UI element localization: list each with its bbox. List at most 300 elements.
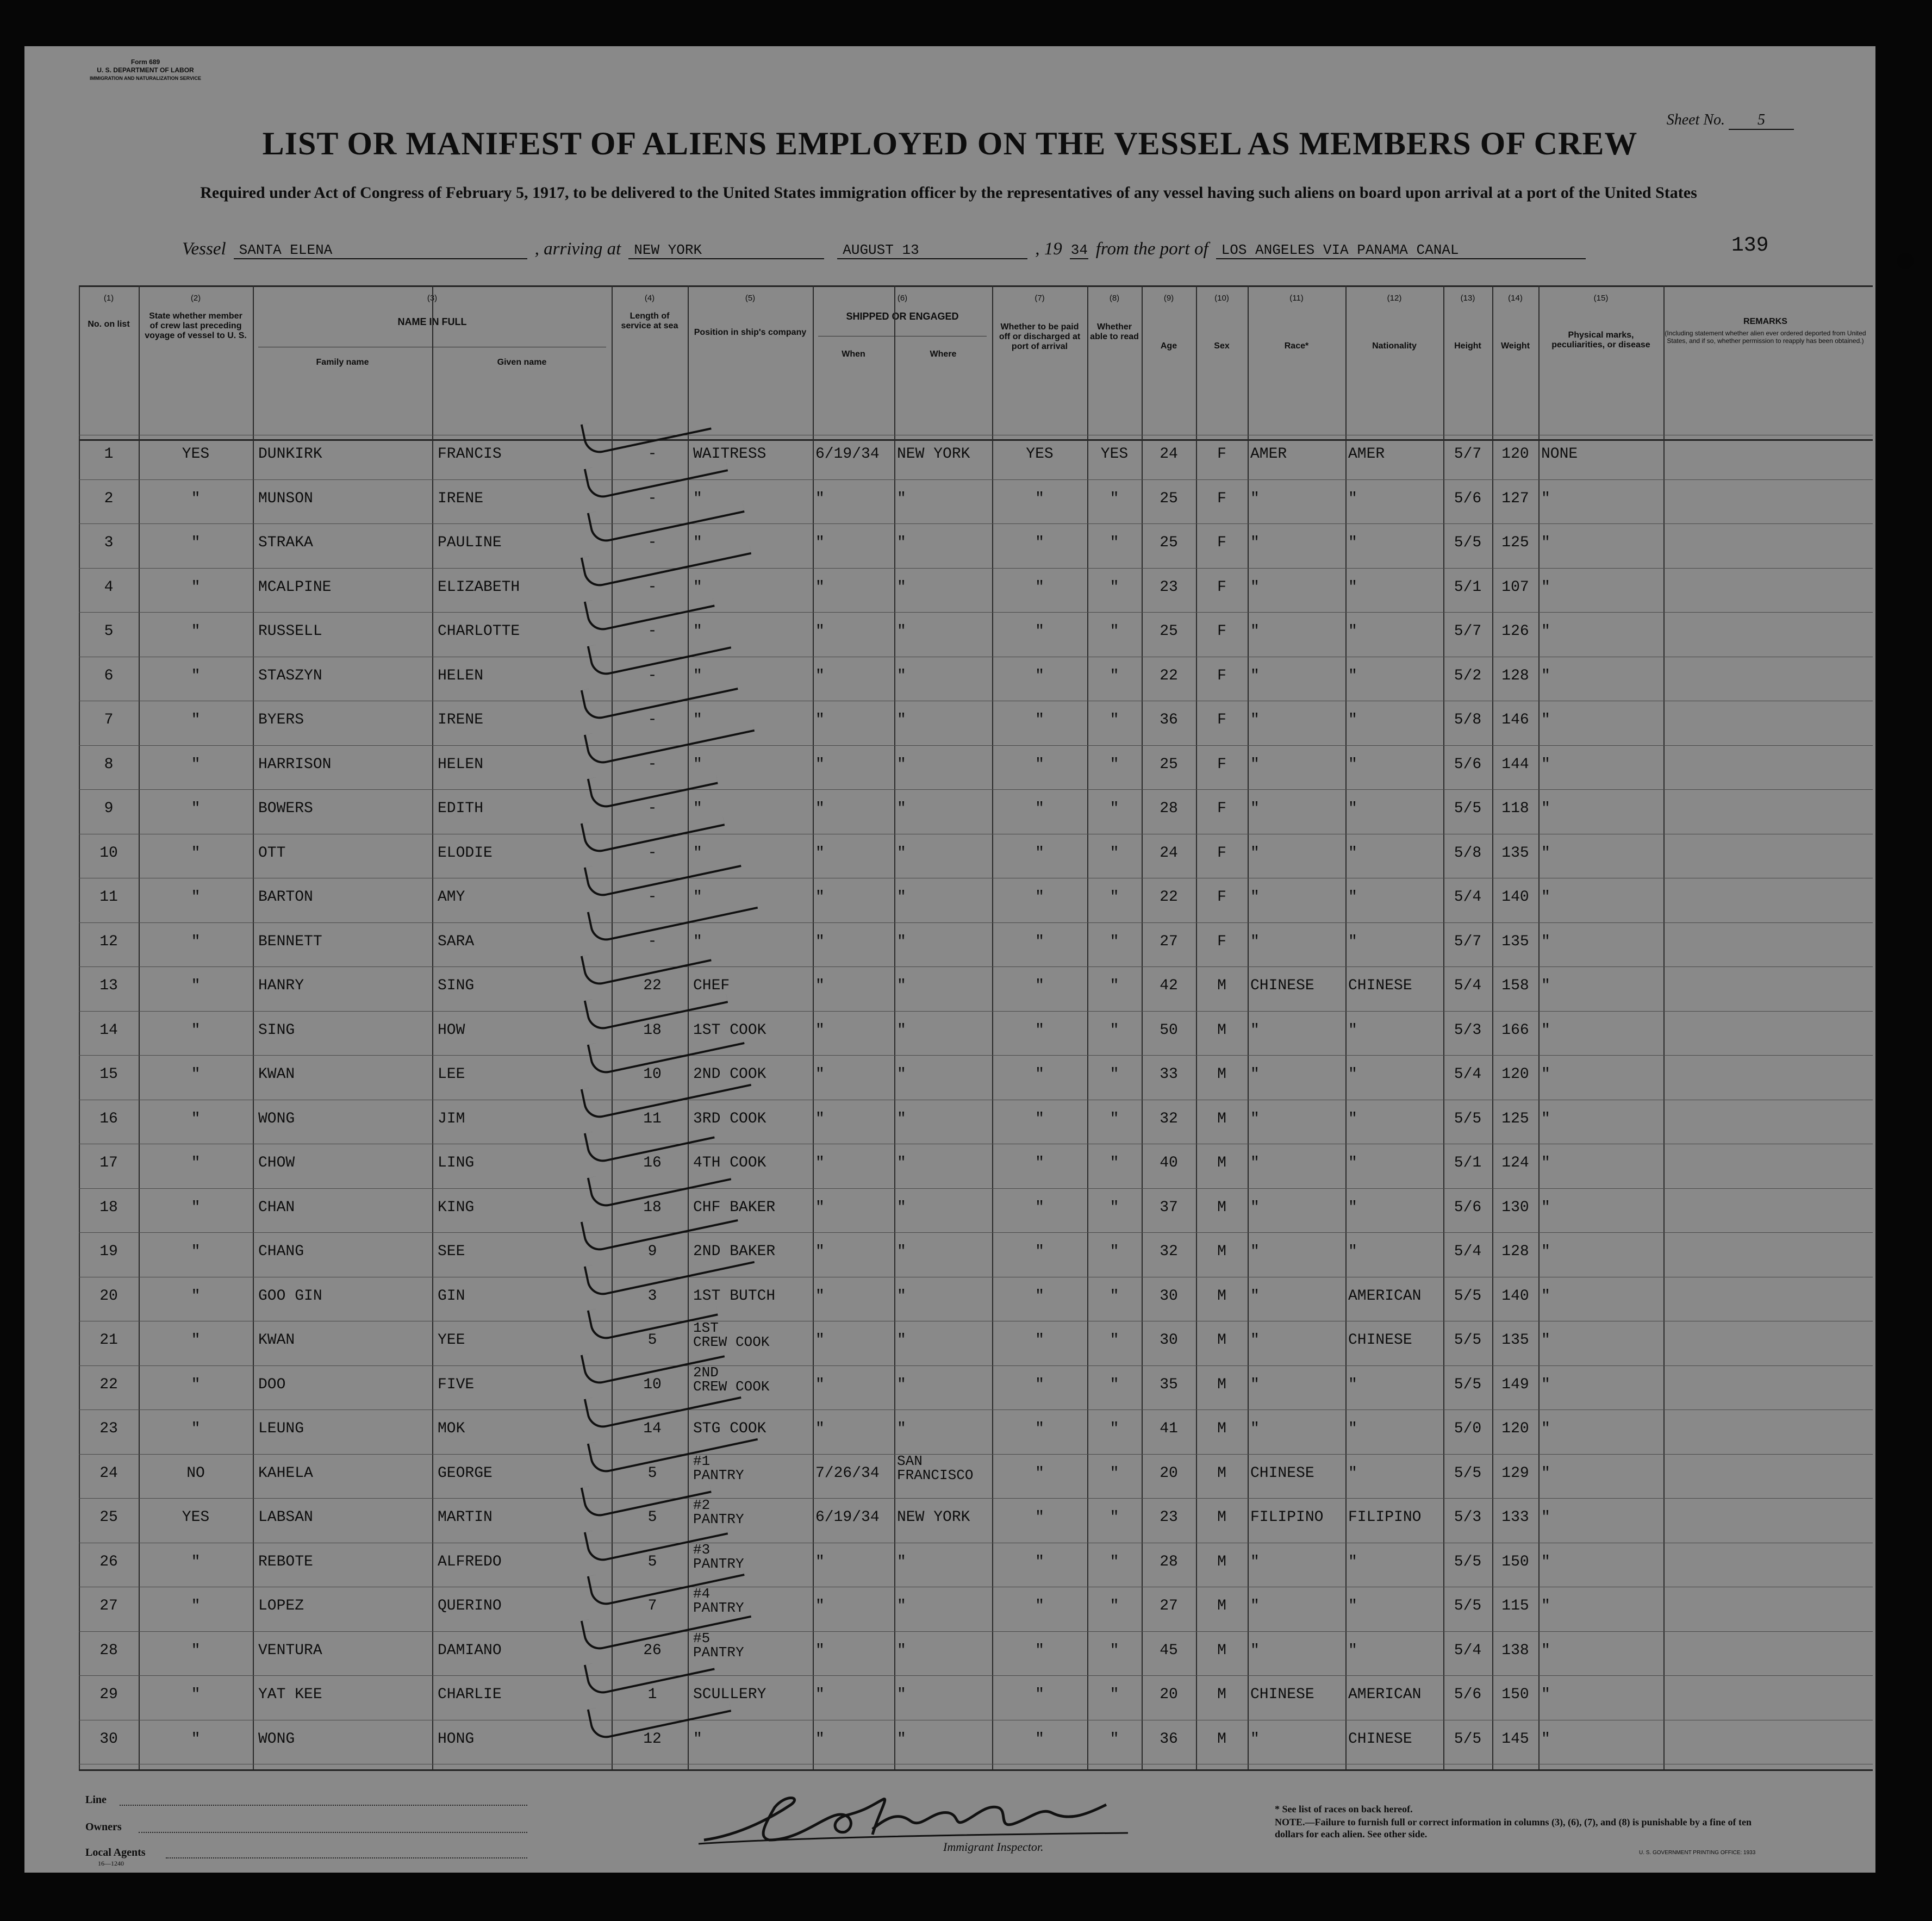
cell-where: " bbox=[897, 933, 906, 950]
cell-age: 25 bbox=[1160, 756, 1178, 773]
cell-prev: " bbox=[191, 1332, 201, 1349]
cell-paid: " bbox=[1035, 1287, 1044, 1305]
cell-position: #3 PANTRY bbox=[693, 1541, 744, 1572]
cell-weight: 140 bbox=[1501, 1287, 1529, 1305]
cell-no: 1 bbox=[104, 446, 114, 463]
column-rule bbox=[813, 285, 814, 1769]
cell-race: CHINESE bbox=[1250, 1686, 1314, 1703]
cell-paid: " bbox=[1035, 1509, 1044, 1526]
cell-height: 5/5 bbox=[1454, 1110, 1482, 1127]
cell-race: CHINESE bbox=[1250, 977, 1314, 994]
cell-given: SARA bbox=[438, 933, 475, 950]
cell-family: MUNSON bbox=[258, 490, 313, 507]
cell-sex: F bbox=[1217, 534, 1226, 551]
cell-sex: F bbox=[1217, 623, 1226, 640]
cell-length: 26 bbox=[643, 1642, 662, 1659]
cell-read: " bbox=[1110, 1287, 1119, 1305]
cell-height: 5/3 bbox=[1454, 1509, 1482, 1526]
cell-physical: " bbox=[1541, 756, 1550, 773]
cell-when: " bbox=[815, 1243, 825, 1260]
cell-no: 5 bbox=[104, 623, 114, 640]
cell-family: BENNETT bbox=[258, 933, 322, 950]
cell-weight: 149 bbox=[1501, 1376, 1529, 1393]
cell-weight: 144 bbox=[1501, 756, 1529, 773]
cell-length: 9 bbox=[647, 1243, 657, 1260]
cell-age: 20 bbox=[1160, 1464, 1178, 1482]
cell-race: CHINESE bbox=[1250, 1464, 1314, 1482]
cell-age: 25 bbox=[1160, 534, 1178, 551]
cell-length: - bbox=[647, 844, 657, 862]
header-nationality: Nationality bbox=[1372, 341, 1417, 351]
vessel-name: SANTA ELENA bbox=[234, 242, 527, 259]
cell-read: " bbox=[1110, 712, 1119, 728]
cell-prev: " bbox=[191, 490, 201, 507]
cell-no: 14 bbox=[99, 1021, 118, 1039]
cell-paid: " bbox=[1035, 1420, 1044, 1437]
header-physical-marks: Physical marks, peculiarities, or disease bbox=[1551, 330, 1650, 350]
cell-race: " bbox=[1250, 578, 1260, 596]
cell-when: " bbox=[815, 1376, 825, 1393]
cell-read: " bbox=[1110, 1420, 1119, 1437]
cell-paid: " bbox=[1035, 889, 1044, 906]
cell-height: 5/6 bbox=[1454, 490, 1482, 507]
header-length-service: Length of service at sea bbox=[621, 311, 678, 330]
cell-paid: " bbox=[1035, 623, 1044, 640]
cell-physical: " bbox=[1541, 1598, 1550, 1614]
cell-given: IRENE bbox=[438, 712, 484, 728]
cell-sex: M bbox=[1217, 977, 1226, 994]
cell-family: CHANG bbox=[258, 1243, 304, 1260]
cell-age: 22 bbox=[1160, 667, 1178, 684]
cell-weight: 124 bbox=[1501, 1155, 1529, 1171]
cell-height: 5/1 bbox=[1454, 1155, 1482, 1171]
cell-when: " bbox=[815, 800, 825, 817]
cell-position: #2 PANTRY bbox=[693, 1497, 744, 1527]
cell-given: JIM bbox=[438, 1110, 465, 1127]
cell-no: 9 bbox=[104, 800, 114, 817]
cell-given: DAMIANO bbox=[438, 1642, 502, 1659]
cell-read: " bbox=[1110, 1021, 1119, 1039]
cell-physical: " bbox=[1541, 490, 1550, 507]
cell-nationality: " bbox=[1348, 844, 1357, 862]
cell-where: " bbox=[897, 1021, 906, 1039]
cell-nationality: AMERICAN bbox=[1348, 1287, 1422, 1305]
cell-read: " bbox=[1110, 1110, 1119, 1127]
row-rule bbox=[79, 966, 1873, 967]
cell-prev: " bbox=[191, 1021, 201, 1039]
cell-sex: M bbox=[1217, 1021, 1226, 1039]
cell-race: " bbox=[1250, 889, 1260, 906]
cell-length: 3 bbox=[647, 1287, 657, 1305]
col-number-7: (7) bbox=[1034, 294, 1045, 303]
cell-when: " bbox=[815, 667, 825, 684]
cell-paid: " bbox=[1035, 490, 1044, 507]
cell-when: " bbox=[815, 1730, 825, 1748]
cell-height: 5/7 bbox=[1454, 623, 1482, 640]
cell-sex: F bbox=[1217, 756, 1226, 773]
cell-nationality: " bbox=[1348, 623, 1357, 640]
cell-height: 5/5 bbox=[1454, 1464, 1482, 1482]
cell-family: CHAN bbox=[258, 1199, 295, 1216]
cell-given: MOK bbox=[438, 1420, 465, 1437]
header-name-in-full: NAME IN FULL bbox=[397, 316, 467, 327]
row-rule bbox=[79, 568, 1873, 569]
cell-sex: M bbox=[1217, 1509, 1226, 1526]
cell-where: SAN FRANCISCO bbox=[897, 1452, 974, 1483]
cell-no: 29 bbox=[99, 1686, 118, 1703]
cell-length: - bbox=[647, 490, 657, 507]
cell-position: " bbox=[693, 534, 702, 551]
cell-sex: M bbox=[1217, 1686, 1226, 1703]
cell-given: LING bbox=[438, 1155, 475, 1171]
cell-height: 5/4 bbox=[1454, 1243, 1482, 1260]
cell-length: 5 bbox=[647, 1332, 657, 1349]
cell-nationality: " bbox=[1348, 490, 1357, 507]
cell-age: 25 bbox=[1160, 490, 1178, 507]
cell-read: " bbox=[1110, 844, 1119, 862]
cell-length: 12 bbox=[643, 1730, 662, 1748]
cell-family: BOWERS bbox=[258, 800, 313, 817]
cell-height: 5/6 bbox=[1454, 1199, 1482, 1216]
cell-family: KWAN bbox=[258, 1066, 295, 1083]
cell-sex: F bbox=[1217, 712, 1226, 728]
cell-given: AMY bbox=[438, 889, 465, 906]
cell-length: 10 bbox=[643, 1066, 662, 1083]
cell-race: " bbox=[1250, 623, 1260, 640]
cell-read: " bbox=[1110, 756, 1119, 773]
cell-sex: M bbox=[1217, 1598, 1226, 1614]
cell-physical: " bbox=[1541, 977, 1550, 994]
cell-sex: M bbox=[1217, 1155, 1226, 1171]
from-port-label: from the port of bbox=[1095, 239, 1208, 259]
cell-race: " bbox=[1250, 1332, 1260, 1349]
cell-family: BYERS bbox=[258, 712, 304, 728]
cell-position: #1 PANTRY bbox=[693, 1452, 744, 1483]
cell-length: 5 bbox=[647, 1509, 657, 1526]
cell-race: " bbox=[1250, 933, 1260, 950]
header-when: When bbox=[842, 350, 865, 359]
cell-weight: 115 bbox=[1501, 1598, 1529, 1614]
cell-prev: " bbox=[191, 667, 201, 684]
printer-imprint: U. S. GOVERNMENT PRINTING OFFICE: 1933 bbox=[1639, 1850, 1756, 1856]
cell-paid: " bbox=[1035, 1066, 1044, 1083]
cell-where: " bbox=[897, 1730, 906, 1748]
cell-prev: " bbox=[191, 1287, 201, 1305]
cell-height: 5/5 bbox=[1454, 1553, 1482, 1570]
cell-nationality: " bbox=[1348, 1553, 1357, 1570]
cell-when: " bbox=[815, 1420, 825, 1437]
cell-nationality: " bbox=[1348, 933, 1357, 950]
cell-length: 14 bbox=[643, 1420, 662, 1437]
cell-where: " bbox=[897, 1066, 906, 1083]
cell-length: - bbox=[647, 756, 657, 773]
cell-length: - bbox=[647, 578, 657, 596]
cell-prev: " bbox=[191, 1199, 201, 1216]
cell-sex: M bbox=[1217, 1199, 1226, 1216]
cell-family: VENTURA bbox=[258, 1642, 322, 1659]
cell-when: " bbox=[815, 1110, 825, 1127]
col-number-9: (9) bbox=[1163, 294, 1174, 303]
cell-length: - bbox=[647, 712, 657, 728]
cell-no: 10 bbox=[99, 844, 118, 862]
cell-nationality: " bbox=[1348, 712, 1357, 728]
cell-no: 24 bbox=[99, 1464, 118, 1482]
cell-paid: " bbox=[1035, 1332, 1044, 1349]
cell-nationality: " bbox=[1348, 1021, 1357, 1039]
cell-height: 5/7 bbox=[1454, 933, 1482, 950]
cell-weight: 126 bbox=[1501, 623, 1529, 640]
cell-race: " bbox=[1250, 1155, 1260, 1171]
cell-paid: " bbox=[1035, 844, 1044, 862]
inspector-signature bbox=[693, 1783, 1139, 1848]
cell-height: 5/2 bbox=[1454, 667, 1482, 684]
cell-family: DOO bbox=[258, 1376, 286, 1393]
cell-position: " bbox=[693, 933, 702, 950]
header-able-to-read: Whether able to read bbox=[1090, 322, 1139, 341]
cell-physical: " bbox=[1541, 1199, 1550, 1216]
cell-length: 5 bbox=[647, 1464, 657, 1482]
cell-position: 4TH COOK bbox=[693, 1155, 766, 1171]
cell-height: 5/5 bbox=[1454, 1730, 1482, 1748]
cell-position: " bbox=[693, 490, 702, 507]
cell-age: 32 bbox=[1160, 1243, 1178, 1260]
cell-given: FIVE bbox=[438, 1376, 475, 1393]
cell-physical: " bbox=[1541, 889, 1550, 906]
cell-prev: " bbox=[191, 712, 201, 728]
cell-race: " bbox=[1250, 844, 1260, 862]
cell-no: 19 bbox=[99, 1243, 118, 1260]
cell-weight: 128 bbox=[1501, 667, 1529, 684]
cell-weight: 107 bbox=[1501, 578, 1529, 596]
cell-weight: 166 bbox=[1501, 1021, 1529, 1039]
column-rule bbox=[432, 285, 433, 1769]
cell-no: 2 bbox=[104, 490, 114, 507]
cell-physical: " bbox=[1541, 1642, 1550, 1659]
cell-no: 23 bbox=[99, 1420, 118, 1437]
cell-when: " bbox=[815, 1021, 825, 1039]
local-agents-field bbox=[166, 1857, 527, 1858]
cell-where: " bbox=[897, 490, 906, 507]
cell-no: 15 bbox=[99, 1066, 118, 1083]
immigrant-inspector-label: Immigrant Inspector. bbox=[943, 1840, 1044, 1854]
cell-race: " bbox=[1250, 1598, 1260, 1614]
cell-paid: " bbox=[1035, 1464, 1044, 1482]
cell-read: " bbox=[1110, 667, 1119, 684]
cell-no: 8 bbox=[104, 756, 114, 773]
cell-read: " bbox=[1110, 534, 1119, 551]
cell-position: 1ST BUTCH bbox=[693, 1287, 776, 1305]
cell-nationality: " bbox=[1348, 1376, 1357, 1393]
cell-family: LOPEZ bbox=[258, 1598, 304, 1614]
header-age: Age bbox=[1160, 341, 1177, 351]
cell-no: 26 bbox=[99, 1553, 118, 1570]
cell-height: 5/1 bbox=[1454, 578, 1482, 596]
cell-family: MCALPINE bbox=[258, 578, 332, 596]
cell-given: ALFREDO bbox=[438, 1553, 502, 1570]
cell-sex: M bbox=[1217, 1243, 1226, 1260]
cell-no: 11 bbox=[99, 889, 118, 906]
header-paid-off: Whether to be paid off or discharged at port of arrival bbox=[999, 322, 1081, 351]
cell-age: 28 bbox=[1160, 1553, 1178, 1570]
cell-weight: 135 bbox=[1501, 1332, 1529, 1349]
cell-age: 42 bbox=[1160, 977, 1178, 994]
cell-where: " bbox=[897, 1598, 906, 1614]
cell-when: " bbox=[815, 1686, 825, 1703]
cell-race: FILIPINO bbox=[1250, 1509, 1324, 1526]
column-rule bbox=[1538, 285, 1540, 1769]
cell-nationality: CHINESE bbox=[1348, 1730, 1412, 1748]
cell-when: " bbox=[815, 844, 825, 862]
col-number-15: (15) bbox=[1593, 294, 1609, 303]
table-header bbox=[79, 285, 1873, 441]
cell-given: GEORGE bbox=[438, 1464, 493, 1482]
header-family-name: Family name bbox=[316, 358, 369, 367]
cell-nationality: " bbox=[1348, 534, 1357, 551]
cell-height: 5/4 bbox=[1454, 1642, 1482, 1659]
cell-read: " bbox=[1110, 889, 1119, 906]
cell-position: 2ND COOK bbox=[693, 1066, 766, 1083]
cell-read: " bbox=[1110, 977, 1119, 994]
row-rule bbox=[79, 922, 1873, 923]
cell-length: 22 bbox=[643, 977, 662, 994]
cell-height: 5/7 bbox=[1454, 446, 1482, 463]
cell-age: 24 bbox=[1160, 844, 1178, 862]
cell-no: 25 bbox=[99, 1509, 118, 1526]
cell-age: 30 bbox=[1160, 1332, 1178, 1349]
penalty-note: NOTE.—Failure to furnish full or correct information in columns (3), (6), (7), and (8) is punishable by a fine of ten dollars for each alien. See other side. bbox=[1275, 1817, 1752, 1839]
cell-height: 5/4 bbox=[1454, 889, 1482, 906]
cell-age: 36 bbox=[1160, 712, 1178, 728]
cell-prev: " bbox=[191, 1243, 201, 1260]
departure-port: LOS ANGELES VIA PANAMA CANAL bbox=[1216, 242, 1586, 259]
cell-age: 23 bbox=[1160, 578, 1178, 596]
cell-prev: YES bbox=[182, 1509, 210, 1526]
cell-where: " bbox=[897, 844, 906, 862]
cell-weight: 135 bbox=[1501, 933, 1529, 950]
cell-given: EDITH bbox=[438, 800, 484, 817]
cell-sex: F bbox=[1217, 490, 1226, 507]
cell-nationality: " bbox=[1348, 1243, 1357, 1260]
row-rule bbox=[79, 1188, 1873, 1189]
cell-given: ELODIE bbox=[438, 844, 493, 862]
cell-sex: F bbox=[1217, 800, 1226, 817]
cell-no: 20 bbox=[99, 1287, 118, 1305]
cell-no: 7 bbox=[104, 712, 114, 728]
cell-length: - bbox=[647, 623, 657, 640]
cell-physical: " bbox=[1541, 1376, 1550, 1393]
cell-given: HELEN bbox=[438, 667, 484, 684]
cell-length: 5 bbox=[647, 1553, 657, 1570]
arriving-label: , arriving at bbox=[534, 239, 621, 259]
cell-when: " bbox=[815, 1155, 825, 1171]
cell-when: " bbox=[815, 977, 825, 994]
cell-given: CHARLOTTE bbox=[438, 623, 520, 640]
cell-family: STASZYN bbox=[258, 667, 322, 684]
cell-paid: " bbox=[1035, 1155, 1044, 1171]
cell-position: " bbox=[693, 1730, 702, 1748]
cell-family: HARRISON bbox=[258, 756, 332, 773]
vessel-label: Vessel bbox=[182, 239, 226, 259]
col-number-14: (14) bbox=[1508, 294, 1523, 303]
cell-family: LEUNG bbox=[258, 1420, 304, 1437]
cell-position: #5 PANTRY bbox=[693, 1630, 744, 1661]
cell-length: - bbox=[647, 446, 657, 463]
cell-no: 16 bbox=[99, 1110, 118, 1127]
cell-position: 1ST CREW COOK bbox=[693, 1320, 770, 1350]
cell-physical: " bbox=[1541, 1553, 1550, 1570]
cell-physical: " bbox=[1541, 534, 1550, 551]
cell-where: NEW YORK bbox=[897, 1509, 970, 1526]
cell-family: KWAN bbox=[258, 1332, 295, 1349]
header-weight: Weight bbox=[1500, 341, 1530, 351]
row-rule bbox=[79, 479, 1873, 480]
cell-length: 16 bbox=[643, 1155, 662, 1171]
cell-race: " bbox=[1250, 1730, 1260, 1748]
col-number-8: (8) bbox=[1109, 294, 1120, 303]
cell-age: 20 bbox=[1160, 1686, 1178, 1703]
cell-physical: " bbox=[1541, 933, 1550, 950]
cell-nationality: " bbox=[1348, 1066, 1357, 1083]
cell-no: 4 bbox=[104, 578, 114, 596]
cell-weight: 118 bbox=[1501, 800, 1529, 817]
cell-no: 28 bbox=[99, 1642, 118, 1659]
cell-family: OTT bbox=[258, 844, 286, 862]
cell-weight: 150 bbox=[1501, 1553, 1529, 1570]
cell-read: " bbox=[1110, 1199, 1119, 1216]
cell-no: 18 bbox=[99, 1199, 118, 1216]
cell-position: 1ST COOK bbox=[693, 1021, 766, 1039]
cell-paid: " bbox=[1035, 1598, 1044, 1614]
cell-height: 5/8 bbox=[1454, 712, 1482, 728]
cell-age: 32 bbox=[1160, 1110, 1178, 1127]
cell-paid: " bbox=[1035, 578, 1044, 596]
header-height: Height bbox=[1454, 341, 1481, 351]
cell-prev: " bbox=[191, 844, 201, 862]
header-shipped-engaged: SHIPPED OR ENGAGED bbox=[846, 311, 959, 322]
cell-race: " bbox=[1250, 1420, 1260, 1437]
cell-weight: 125 bbox=[1501, 1110, 1529, 1127]
cell-prev: " bbox=[191, 1686, 201, 1703]
cell-read: " bbox=[1110, 490, 1119, 507]
cell-age: 27 bbox=[1160, 1598, 1178, 1614]
cell-when: 6/19/34 bbox=[815, 1509, 880, 1526]
cell-height: 5/3 bbox=[1454, 1021, 1482, 1039]
binder-hole bbox=[1897, 253, 1914, 269]
manifest-sheet bbox=[24, 46, 1875, 1873]
cell-sex: M bbox=[1217, 1730, 1226, 1748]
cell-race: " bbox=[1250, 1287, 1260, 1305]
cell-family: CHOW bbox=[258, 1155, 295, 1171]
cell-paid: " bbox=[1035, 712, 1044, 728]
cell-when: " bbox=[815, 1066, 825, 1083]
cell-family: SING bbox=[258, 1021, 295, 1039]
cell-read: " bbox=[1110, 1598, 1119, 1614]
cell-position: " bbox=[693, 623, 702, 640]
cell-family: BARTON bbox=[258, 889, 313, 906]
header-race: Race* bbox=[1284, 341, 1309, 351]
cell-prev: " bbox=[191, 1110, 201, 1127]
cell-position: " bbox=[693, 578, 702, 596]
cell-position: " bbox=[693, 712, 702, 728]
cell-physical: " bbox=[1541, 667, 1550, 684]
cell-sex: M bbox=[1217, 1287, 1226, 1305]
cell-prev: " bbox=[191, 800, 201, 817]
row-rule bbox=[79, 612, 1873, 613]
cell-read: " bbox=[1110, 800, 1119, 817]
cell-read: " bbox=[1110, 1464, 1119, 1482]
cell-physical: " bbox=[1541, 1509, 1550, 1526]
cell-given: SING bbox=[438, 977, 475, 994]
